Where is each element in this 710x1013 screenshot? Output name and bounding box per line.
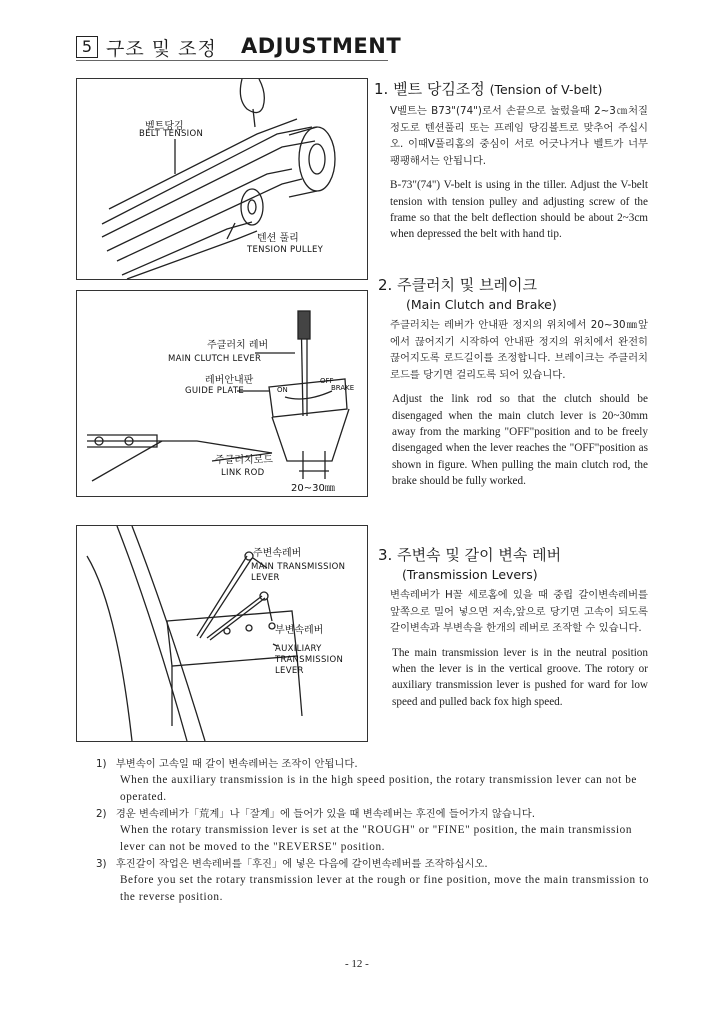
label-main-clutch-lever-ko: 주클러치 레버	[207, 340, 269, 351]
item-2-english-text: Adjust the link rod so that the clutch should be disengaged when the main clutch lever is 20~30mm away from the marking "OFF"position and to be freely disengaged when the lever reaches the "OFF"position as shown in figure. When pulling the main clutch rod, the brake should be fully worked.	[392, 393, 648, 487]
note-1-number: 1)	[96, 758, 107, 770]
item-2-title-english: (Main Clutch and Brake)	[406, 297, 557, 312]
item-3-title-english: (Transmission Levers)	[402, 567, 538, 582]
note-1-korean	[96, 756, 652, 772]
label-aux-transmission-en-1: AUXILIARY	[275, 644, 322, 654]
label-aux-transmission-ko: 부변속레버	[275, 625, 324, 636]
item-3-english-text: The main transmission lever is in the neutral position when the lever is in the vertical groove. The rotory or auxiliary transmission lever is pushed for ward for low speed and pulled back fox high speed.	[392, 646, 648, 708]
note-3-number: 3)	[96, 858, 107, 870]
label-belt-tension-en: BELT TENSION	[139, 129, 204, 139]
label-aux-transmission-en-3: LEVER	[275, 666, 304, 676]
item-1-english-text: B-73"(74") V-belt is using in the tiller. Adjust the V-belt tension with tension pulley and adjusting screw of the frame so that the belt deflection should be about 2~3cm when depressed the belt with hand tip.	[390, 179, 648, 241]
note-2-english: When the rotary transmission lever is set at the "ROUGH" or "FINE" position, the main transmission lever can not be moved to the "REVERSE" position.	[120, 824, 633, 853]
figure-transmission-levers	[76, 525, 368, 742]
label-tension-pulley-en: TENSION PULLEY	[247, 245, 324, 255]
label-distance: 20~30㎜	[291, 483, 335, 494]
section-title-english: ADJUSTMENT	[241, 34, 402, 58]
item-3	[378, 544, 648, 710]
transmission-illustration	[77, 526, 367, 741]
item-3-title: 3. 주변속 및 갈이 변속 레버	[378, 546, 562, 564]
label-guide-plate-ko: 레버안내판	[205, 375, 254, 386]
belt-tension-illustration	[77, 79, 367, 279]
label-guide-plate-en: GUIDE PLATE	[185, 386, 245, 396]
note-2-number: 2)	[96, 808, 107, 820]
item-3-korean-text: 변속레버가 H꼴 세로홈에 있을 때 중립 갈이변속레버를 앞쪽으로 밀어 넣으면 저속,앞으로 당기면 고속이 되도록 갈이변속과 부변속을 한개의 레버로 조작할 수 있습니다.	[390, 589, 648, 635]
label-main-transmission-ko: 주변속레버	[253, 548, 302, 559]
item-2-korean-text: 주클러치는 레버가 안내판 정지의 위치에서 20~30㎜앞에서 끊어지기 시작하여 안내판 정지의 위치에서 완전히 끊어지도록 로드길이를 조정합니다. 브레이크는 주클러치 로드를 당기면 걸리도록 되어 있습니다.	[390, 319, 648, 381]
note-1	[96, 756, 652, 805]
note-2-korean	[96, 806, 652, 822]
item-1-korean-text: V벨트는 B73"(74")로서 손끝으로 눌렀을때 2~3㎝처질 정도로 텐션풀리 또는 프레임 당김볼트로 맞추어 주십시오. 이때V풀리홈의 중심이 서로 어긋나거나 벨트가 너무 팽팽해서는 안됩니다.	[390, 105, 648, 167]
note-1-korean-text: 부변속이 고속일 때 갈이 변속레버는 조작이 안됩니다.	[115, 758, 358, 770]
label-link-rod-ko: 주클러치로드	[215, 455, 273, 466]
label-link-rod-en: LINK ROD	[221, 468, 265, 478]
note-3	[96, 856, 652, 905]
header-rule	[76, 60, 388, 61]
note-3-english: Before you set the rotary transmission lever at the rough or fine position, move the main transmission to the reverse position.	[120, 874, 650, 903]
label-off: OFF	[320, 377, 334, 385]
note-3-korean-text: 후진갈이 작업은 변속레버를「후진」에 넣은 다음에 갈이변속레버를 조작하십시오.	[115, 858, 488, 870]
item-2	[378, 274, 648, 489]
section-title-korean: 구조 및 조정	[106, 38, 217, 60]
note-3-korean	[96, 856, 652, 872]
label-on: ON	[277, 386, 288, 394]
section-number: 5	[76, 36, 98, 58]
label-brake: BRAKE	[331, 384, 355, 392]
page-number: - 12 -	[345, 958, 369, 970]
label-tension-pulley-ko: 텐션 풀리	[257, 233, 299, 244]
figure-belt-tension	[76, 78, 368, 280]
note-2-korean-text: 경운 변속레버가「荒계」나「잘계」에 들어가 있을 때 변속레버는 후진에 들어가지 않습니다.	[115, 808, 535, 820]
label-main-clutch-lever-en: MAIN CLUTCH LEVER	[168, 354, 262, 364]
item-2-title: 2. 주클러치 및 브레이크	[378, 276, 538, 294]
item-1	[374, 78, 648, 243]
label-main-transmission-en-2: LEVER	[251, 573, 280, 583]
item-1-heading	[374, 78, 648, 99]
note-1-english: When the auxiliary transmission is in the high speed position, the rotary transmission lever can not be operated.	[120, 774, 637, 803]
figure-main-clutch	[76, 290, 368, 497]
item-1-title-english: (Tension of V-belt)	[489, 82, 603, 97]
label-belt-tension-ko: 벨트당김	[145, 121, 184, 132]
label-aux-transmission-en-2: TRANSMISSION	[275, 655, 344, 665]
item-1-title: 1. 벨트 당김조정	[374, 80, 485, 98]
label-main-transmission-en-1: MAIN TRANSMISSION	[251, 562, 346, 572]
note-2	[96, 806, 652, 855]
